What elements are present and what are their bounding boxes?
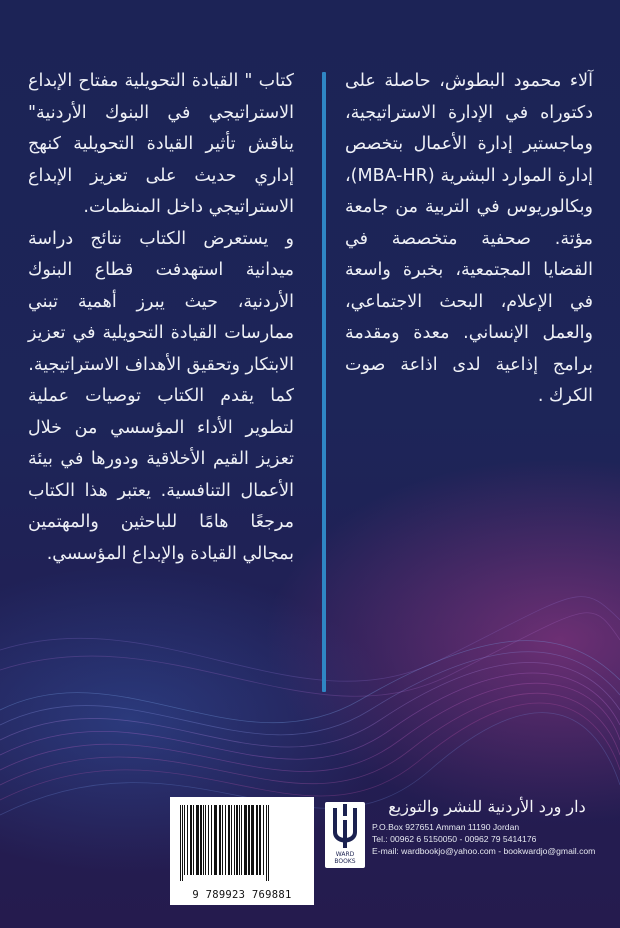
column-divider bbox=[322, 72, 326, 692]
barcode-bar bbox=[236, 805, 238, 875]
barcode-bar bbox=[241, 805, 242, 875]
publisher-logo bbox=[325, 802, 365, 868]
publisher-name: دار ورد الأردنية للنشر والتوزيع bbox=[388, 797, 586, 816]
barcode-bar bbox=[182, 805, 183, 881]
barcode-bar bbox=[222, 805, 223, 875]
description-paragraph-3: كما يقدم الكتاب توصيات عملية لتطوير الأداء المؤسسي من خلال تعزيز القيم الأخلاقية ودورها في بيئة الأعمال التنافسية. يعتبر هذا الكتاب مرجعًا هامًا للباحثين والمهتمين بمجالي القيادة والإبداع المؤسسي. bbox=[28, 386, 294, 564]
barcode-bar bbox=[196, 805, 199, 875]
barcode-bar bbox=[256, 805, 258, 875]
description-paragraph-2: و يستعرض الكتاب نتائج دراسة ميدانية استهدفت قطاع البنوك الأردنية، حيث يبرز أهمية تبني ممارسات القيادة التحويلية في تعزيز الابتكار وتحقيق الأهداف الاستراتيجية. bbox=[28, 228, 294, 375]
isbn-digits: 9 789923 769881 bbox=[192, 889, 292, 901]
barcode-bar bbox=[208, 805, 209, 875]
author-bio bbox=[345, 66, 593, 413]
barcode-bar bbox=[203, 805, 204, 875]
barcode-bar bbox=[205, 805, 206, 875]
description-paragraph-1: كتاب " القيادة التحويلية مفتاح الإبداع الاستراتيجي في البنوك الأردنية" يناقش تأثير القيادة التحويلية كنهج إداري حديث على تعزيز الإبداع الاستراتيجي داخل المنظمات. bbox=[28, 71, 294, 217]
barcode-bar bbox=[211, 805, 212, 875]
barcode-bar bbox=[219, 805, 221, 875]
barcode-bar bbox=[231, 805, 232, 875]
barcode-bars bbox=[178, 805, 306, 881]
barcode-bar bbox=[193, 805, 194, 875]
barcode-bar bbox=[244, 805, 247, 875]
barcode-bar bbox=[225, 805, 226, 875]
publisher-address: P.O.Box 927651 Amman 11190 Jordan bbox=[372, 822, 520, 832]
barcode-bar bbox=[214, 805, 217, 875]
barcode-bar bbox=[228, 805, 230, 875]
author-bio-paragraph: آلاء محمود البطوش، حاصلة على دكتوراه في الإدارة الاستراتيجية، وماجستير إدارة الأعمال بتخصص إدارة الموارد البشرية (MBA-HR)، وبكالوريوس في التربية من جامعة مؤتة. صحفية متخصصة في القضايا المجتمعية، بخبرة واسعة في الإعلام، البحث الاجتماعي، والعمل الإنساني. معدة ومقدمة برامج إذاعية لدى اذاعة صوت الكرك . bbox=[345, 71, 593, 406]
barcode-bar bbox=[180, 805, 181, 881]
publisher-logo-icon bbox=[325, 802, 365, 852]
publisher-phones: Tel.: 00962 6 5150050 - 00962 79 5414176 bbox=[372, 834, 537, 844]
barcode-bar bbox=[234, 805, 235, 875]
barcode-bar bbox=[184, 805, 185, 875]
barcode-bar bbox=[259, 805, 261, 875]
barcode-bar bbox=[187, 805, 188, 875]
book-description bbox=[28, 66, 294, 570]
barcode-bar bbox=[248, 805, 250, 875]
publisher-email: E-mail: wardbookjo@yahoo.com - bookwardjo@gmail.com bbox=[372, 846, 596, 856]
publisher-logo-text: WARD BOOKS bbox=[334, 851, 356, 865]
barcode-bar bbox=[268, 805, 269, 881]
barcode-bar bbox=[266, 805, 267, 881]
barcode-bar bbox=[200, 805, 202, 875]
isbn-barcode bbox=[170, 797, 314, 905]
barcode-bar bbox=[239, 805, 240, 875]
barcode-bar bbox=[190, 805, 192, 875]
barcode-bar bbox=[263, 805, 264, 875]
barcode-bar bbox=[251, 805, 254, 875]
publisher-info bbox=[372, 796, 602, 857]
